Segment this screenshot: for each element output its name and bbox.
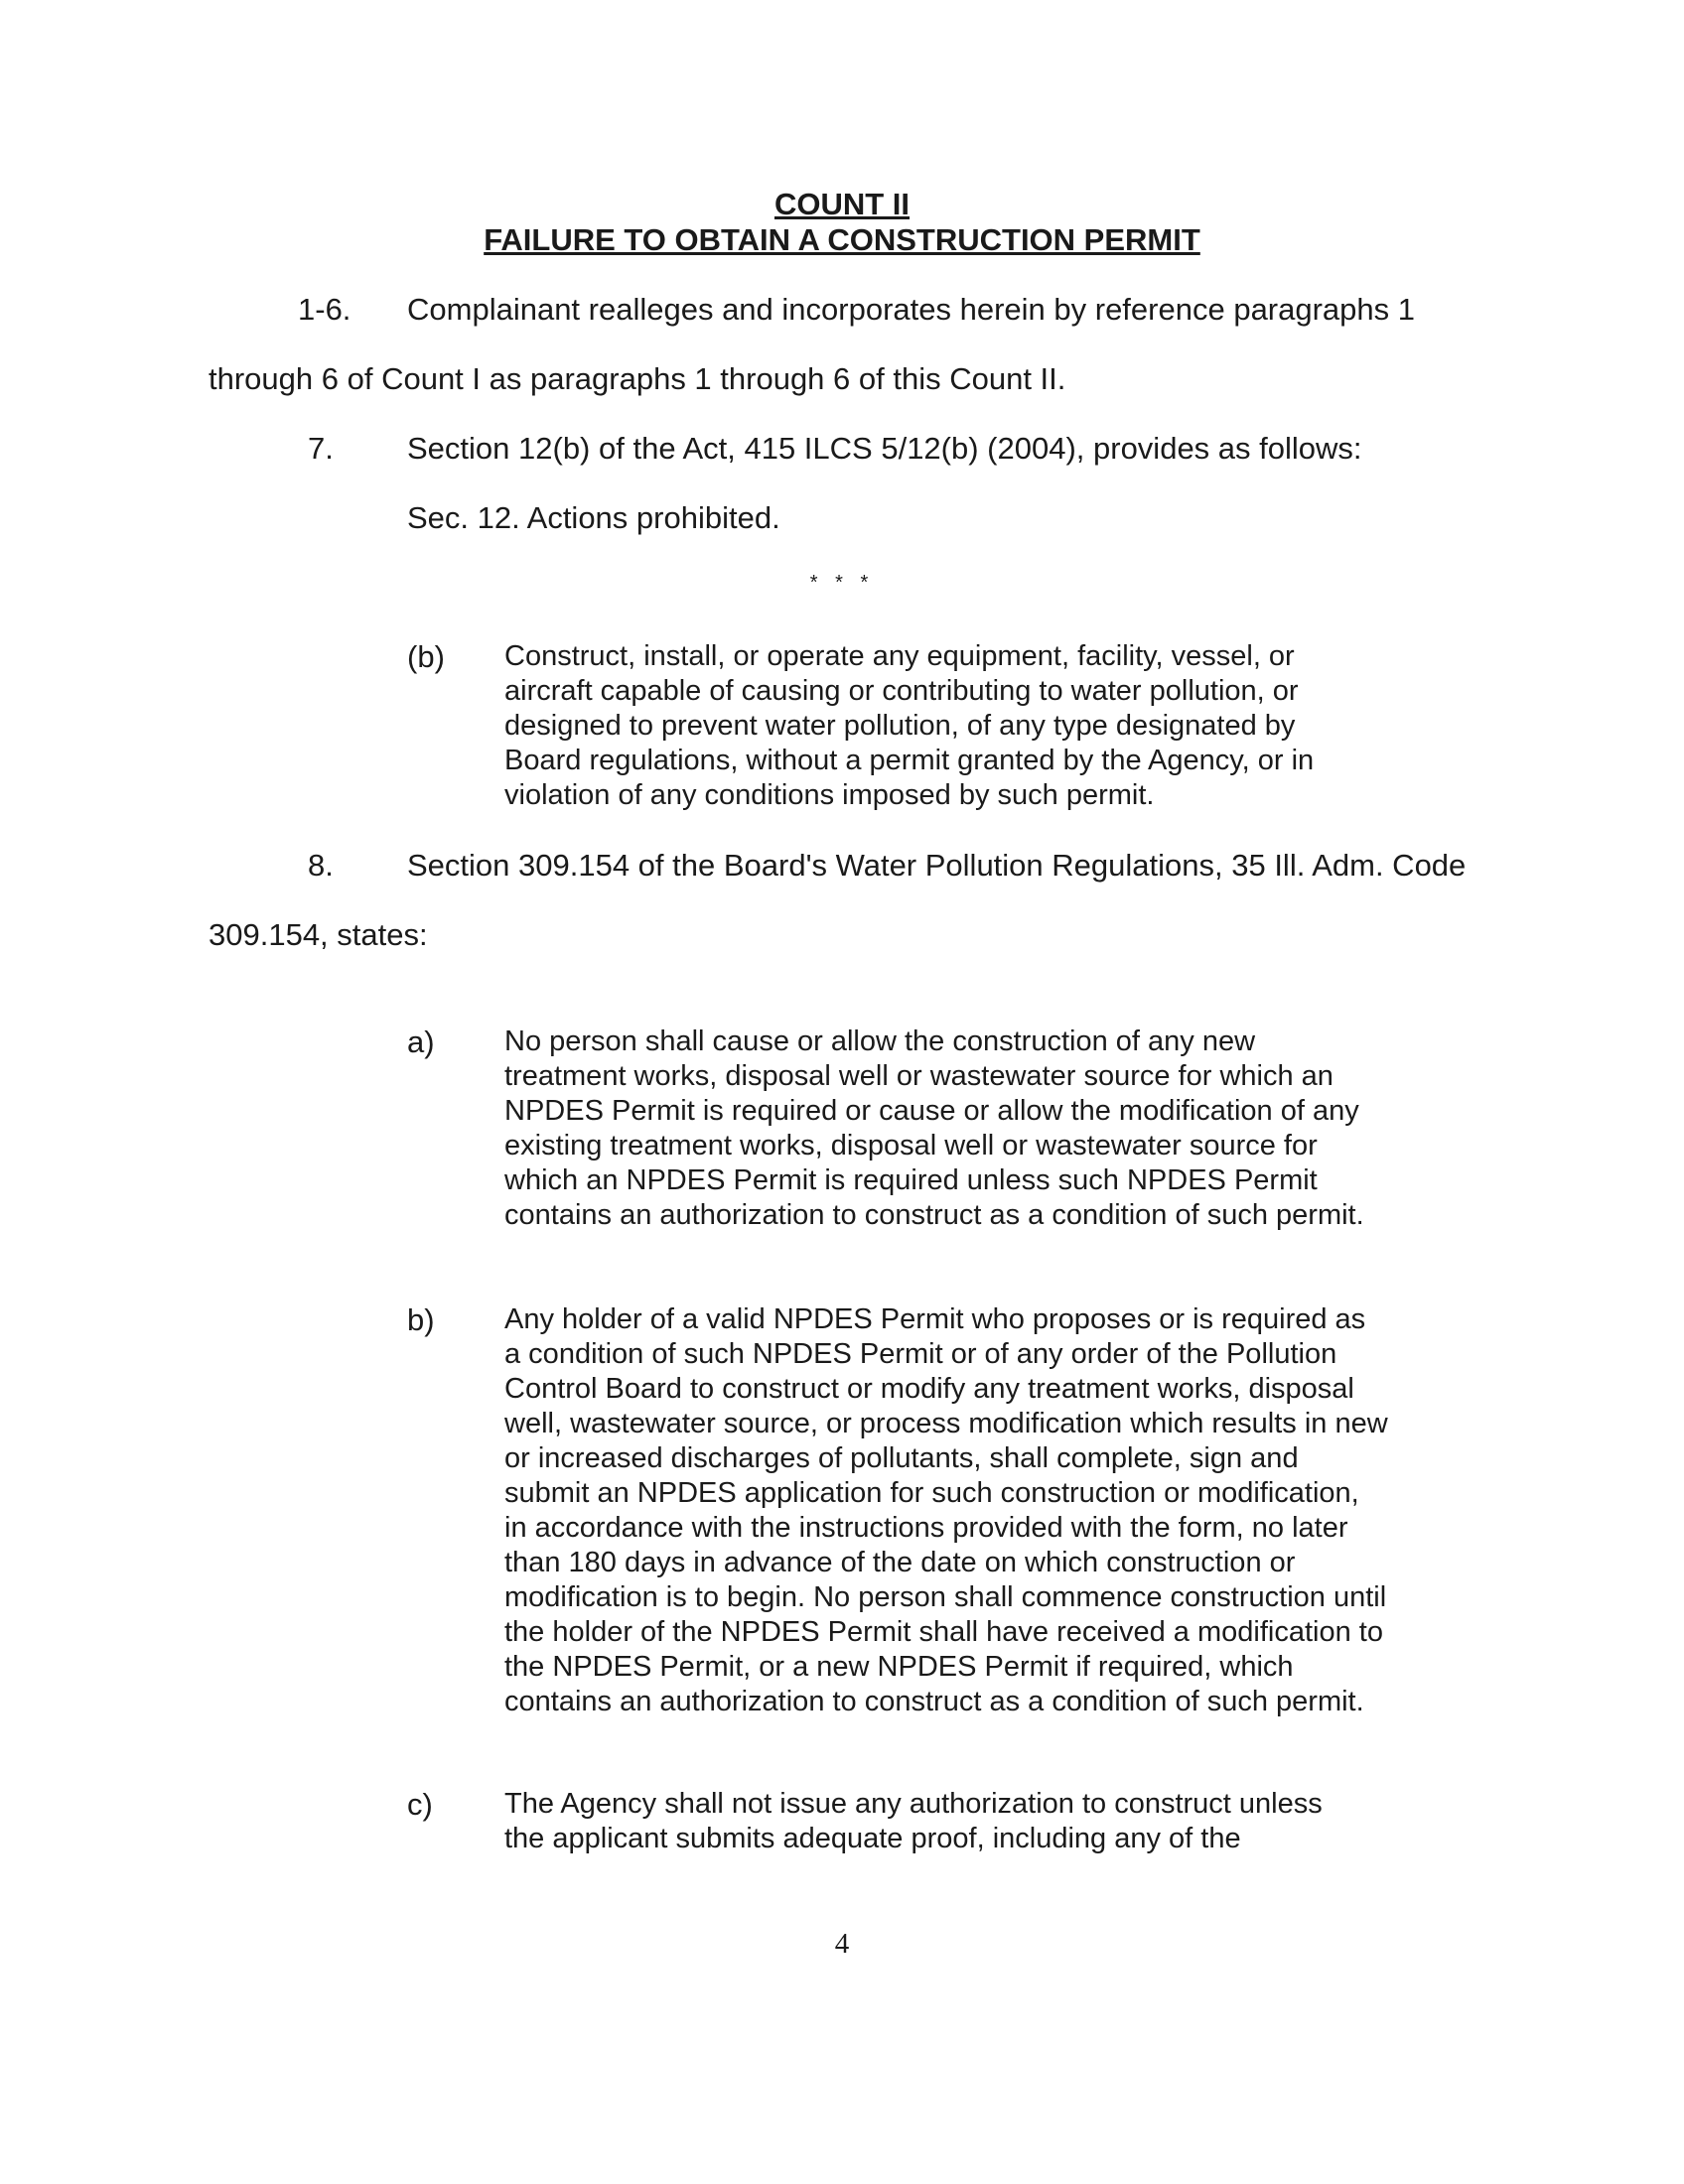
count-heading: COUNT II: [773, 187, 911, 221]
quote-b-label: (b): [407, 639, 445, 674]
item-a-label: a): [407, 1024, 435, 1059]
item-c-label: c): [407, 1787, 433, 1822]
ellipsis-stars: * * *: [809, 572, 875, 594]
para-8-number: 8.: [308, 848, 334, 883]
item-a-text: No person shall cause or allow the construction of any new treatment works, disposal well or wastewater source for which an NPDES Permit is required or cause or allow the modification of any existing treatment works, disposal well or wastewater source for which an NPDES Permit is required unless such NPDES Permit contains an authorization to construct as a condition of such permit.: [504, 1025, 1364, 1231]
count-title: FAILURE TO OBTAIN A CONSTRUCTION PERMIT: [484, 222, 1200, 257]
item-c-text: The Agency shall not issue any authorization to construct unless the applicant submits adequate proof, including any of the: [504, 1788, 1323, 1854]
para-7-subheading: Sec. 12. Actions prohibited.: [407, 500, 780, 535]
para-1-6-line2: through 6 of Count I as paragraphs 1 through 6 of this Count II.: [209, 361, 1066, 396]
para-8-line1: Section 309.154 of the Board's Water Pollution Regulations, 35 Ill. Adm. Code: [407, 848, 1467, 883]
page-number: 4: [834, 1928, 850, 1960]
item-b-label: b): [407, 1302, 435, 1337]
para-1-6-number: 1-6.: [298, 292, 351, 327]
para-7-text: Section 12(b) of the Act, 415 ILCS 5/12(b) (2004), provides as follows:: [407, 431, 1362, 466]
quote-b-text: Construct, install, or operate any equipment, facility, vessel, or aircraft capable of causing or contributing to water pollution, or designed to prevent water pollution, of any type designated by Board regulations, without a permit granted by the Agency, or in violation of any conditions imposed by such permit.: [504, 640, 1315, 811]
para-8-line2: 309.154, states:: [209, 917, 428, 952]
para-1-6-line1: Complainant realleges and incorporates herein by reference paragraphs 1: [407, 292, 1416, 327]
item-b-text: Any holder of a valid NPDES Permit who proposes or is required as a condition of such NPDES Permit or of any order of the Pollution Control Board to construct or modify any treatment works, disposal well, wastewater source, or process modification which results in new or increased discharges of pollutants, shall complete, sign and submit an NPDES application for such construction or modification, in accordance with the instructions provided with the form, no later than 180 days in advance of the date on which construction or modification is to begin. No person shall commence construction until the holder of the NPDES Permit shall have received a modification to the NPDES Permit, or a new NPDES Permit if required, which contains an authorization to construct as a condition of such permit.: [504, 1303, 1388, 1717]
para-7-number: 7.: [308, 431, 334, 466]
